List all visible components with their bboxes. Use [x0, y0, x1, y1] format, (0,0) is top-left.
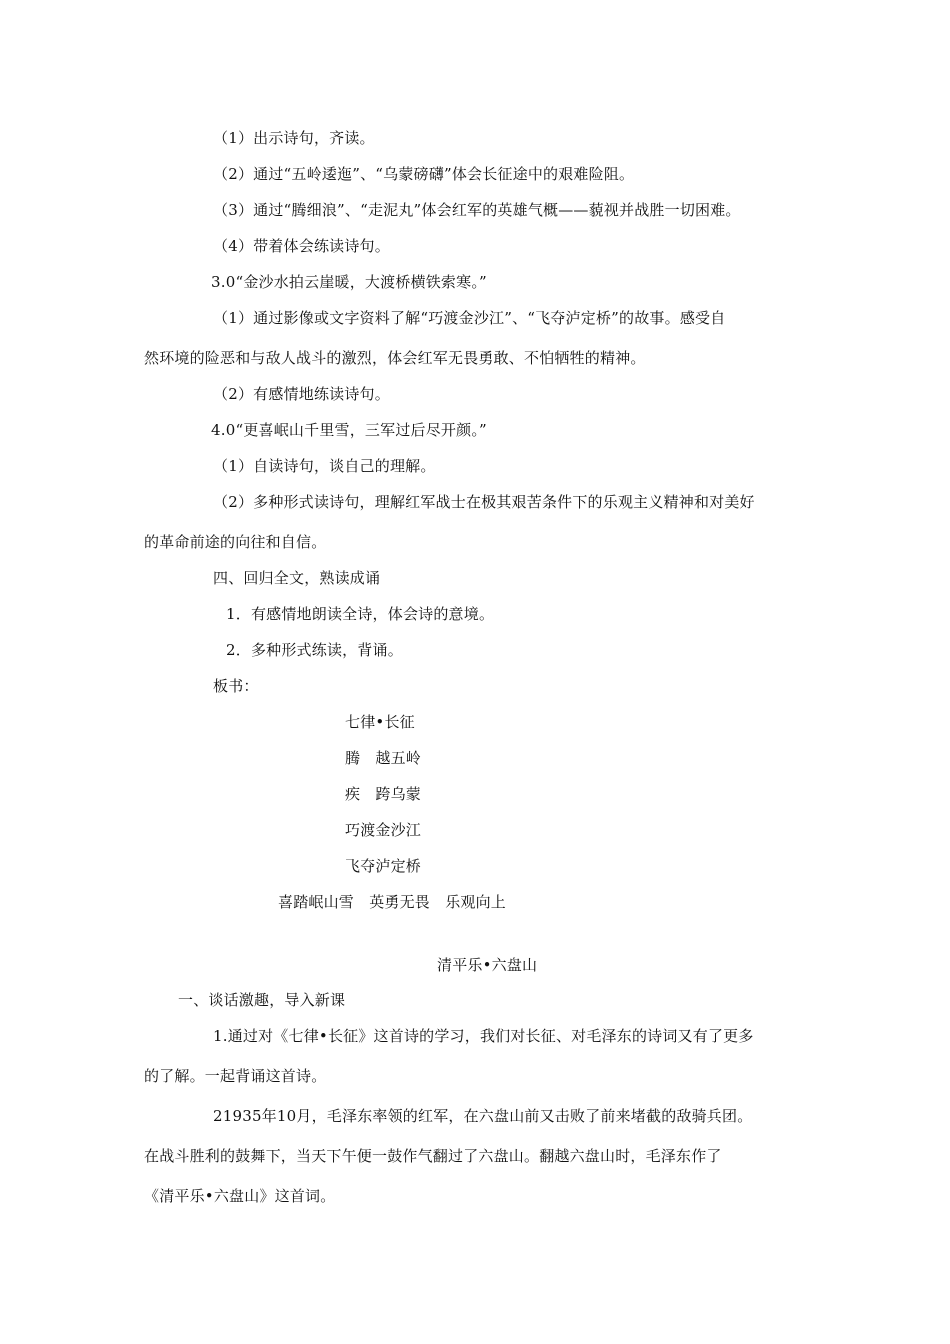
blackboard-line-4: 飞夺泸定桥	[345, 857, 422, 875]
section-4-item-2: 2．多种形式练读，背诵。	[226, 641, 403, 659]
blackboard-summary: 喜踏岷山雪 英勇无畏 乐观向上	[278, 893, 507, 911]
section-1-heading: 一、谈话激趣，导入新课	[178, 991, 346, 1009]
verse-4-step-2-line: （2）多种形式读诗句，理解红军战士在极其艰苦条件下的乐观主义精神和对美好	[213, 493, 755, 511]
verse-3-step-1-cont: 然环境的险恶和与敌人战斗的激烈，体会红军无畏勇敢、不怕牺牲的精神。	[144, 349, 646, 367]
section-1-item-2-cont: 在战斗胜利的鼓舞下，当天下午便一鼓作气翻过了六盘山。翻越六盘山时，毛泽东作了	[144, 1147, 722, 1165]
section-4-item-1: 1．有感情地朗读全诗，体会诗的意境。	[226, 605, 495, 623]
verse-4-step-2-cont: 的革命前途的向往和自信。	[144, 533, 327, 551]
section-4-heading: 四、回归全文，熟读成诵	[213, 569, 381, 587]
step-2-line: （2）通过“五岭逶迤”、“乌蒙磅礴”体会长征途中的艰难险阻。	[213, 165, 635, 183]
step-3-line: （3）通过“腾细浪”、“走泥丸”体会红军的英雄气概——藐视并战胜一切困难。	[213, 201, 741, 219]
step-4-line: （4）带着体会练读诗句。	[213, 237, 390, 255]
section-1-item-2: 21935年10月，毛泽东率领的红军，在六盘山前又击败了前来堵截的敌骑兵团。	[213, 1107, 753, 1125]
verse-3-heading: 3.0“金沙水拍云崖暖，大渡桥横铁索寒。”	[211, 273, 487, 291]
blackboard-line-2: 疾 跨乌蒙	[345, 785, 422, 803]
blackboard-title: 七律•长征	[345, 713, 415, 731]
lesson-title: 清平乐•六盘山	[437, 956, 538, 974]
blackboard-line-1: 腾 越五岭	[345, 749, 422, 767]
section-1-item-2-end: 《清平乐•六盘山》这首词。	[144, 1187, 336, 1205]
step-1-line: （1）出示诗句，齐读。	[213, 129, 375, 147]
verse-4-heading: 4.0“更喜岷山千里雪，三军过后尽开颜。”	[211, 421, 487, 439]
section-1-item-1: 1.通过对《七律•长征》这首诗的学习，我们对长征、对毛泽东的诗词又有了更多	[213, 1027, 754, 1045]
verse-3-step-1-line: （1）通过影像或文字资料了解“巧渡金沙江”、“飞夺泸定桥”的故事。感受自	[213, 309, 726, 327]
blackboard-line-3: 巧渡金沙江	[345, 821, 422, 839]
verse-4-step-1-line: （1）自读诗句，谈自己的理解。	[213, 457, 436, 475]
blackboard-label: 板书：	[213, 677, 259, 695]
section-1-item-1-cont: 的了解。一起背诵这首诗。	[144, 1067, 327, 1085]
verse-3-step-2-line: （2）有感情地练读诗句。	[213, 385, 390, 403]
